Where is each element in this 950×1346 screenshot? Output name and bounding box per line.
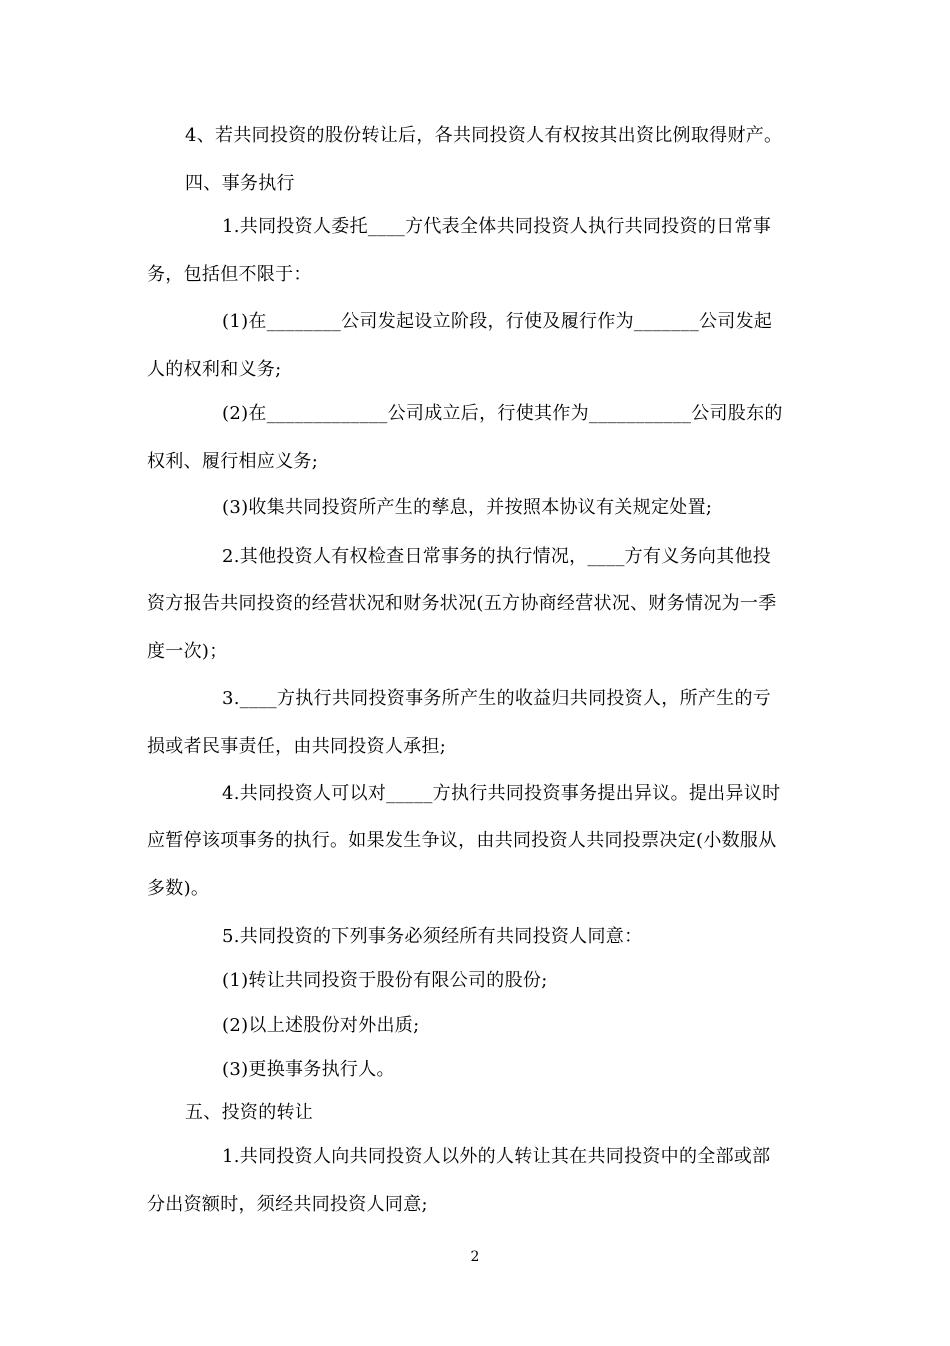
paragraph-line-11: 资方报告共同投资的经营状况和财务状况(五方协商经营状况、财务情况为一季	[147, 593, 777, 614]
paragraph-line-10: 2.其他投资人有权检查日常事务的执行情况，____方有义务向其他投	[222, 546, 772, 567]
paragraph-line-12: 度一次)；	[147, 641, 228, 662]
paragraph-line-21: (3)更换事务执行人。	[222, 1059, 395, 1080]
paragraph-line-7: (2)在_____________公司成立后，行使其作为___________公司股东的	[222, 403, 783, 424]
section-heading-4: 四、事务执行	[185, 173, 295, 194]
paragraph-line-17: 多数)。	[147, 878, 210, 899]
section-heading-5: 五、投资的转让	[185, 1102, 314, 1123]
paragraph-line-23: 1.共同投资人向共同投资人以外的人转让其在共同投资中的全部或部	[222, 1146, 771, 1167]
paragraph-line-4: 务，包括但不限于：	[147, 264, 312, 285]
paragraph-line-8: 权利、履行相应义务;	[147, 451, 319, 472]
paragraph-line-1: 4、若共同投资的股份转让后，各共同投资人有权按其出资比例取得财产。	[185, 125, 783, 146]
paragraph-line-5: (1)在________公司发起设立阶段，行使及履行作为_______公司发起	[222, 311, 773, 332]
paragraph-line-9: (3)收集共同投资所产生的孳息，并按照本协议有关规定处置;	[222, 497, 713, 518]
paragraph-line-14: 损或者民事责任，由共同投资人承担;	[147, 736, 447, 757]
paragraph-line-19: (1)转让共同投资于股份有限公司的股份;	[222, 970, 548, 991]
paragraph-line-13: 3.____方执行共同投资事务所产生的收益归共同投资人，所产生的亏	[222, 688, 772, 709]
paragraph-line-24: 分出资额时，须经共同投资人同意;	[147, 1194, 428, 1215]
paragraph-line-16: 应暂停该项事务的执行。如果发生争议，由共同投资人共同投票决定(小数服从	[147, 830, 777, 851]
paragraph-line-3: 1.共同投资人委托____方代表全体共同投资人执行共同投资的日常事	[222, 216, 772, 237]
paragraph-line-15: 4.共同投资人可以对_____方执行共同投资事务提出异议。提出异议时	[222, 783, 781, 804]
paragraph-line-18: 5.共同投资的下列事务必须经所有共同投资人同意：	[222, 926, 643, 947]
page-number: 2	[470, 1249, 480, 1265]
paragraph-line-6: 人的权利和义务;	[147, 359, 282, 380]
paragraph-line-20: (2)以上述股份对外出质;	[222, 1015, 420, 1036]
